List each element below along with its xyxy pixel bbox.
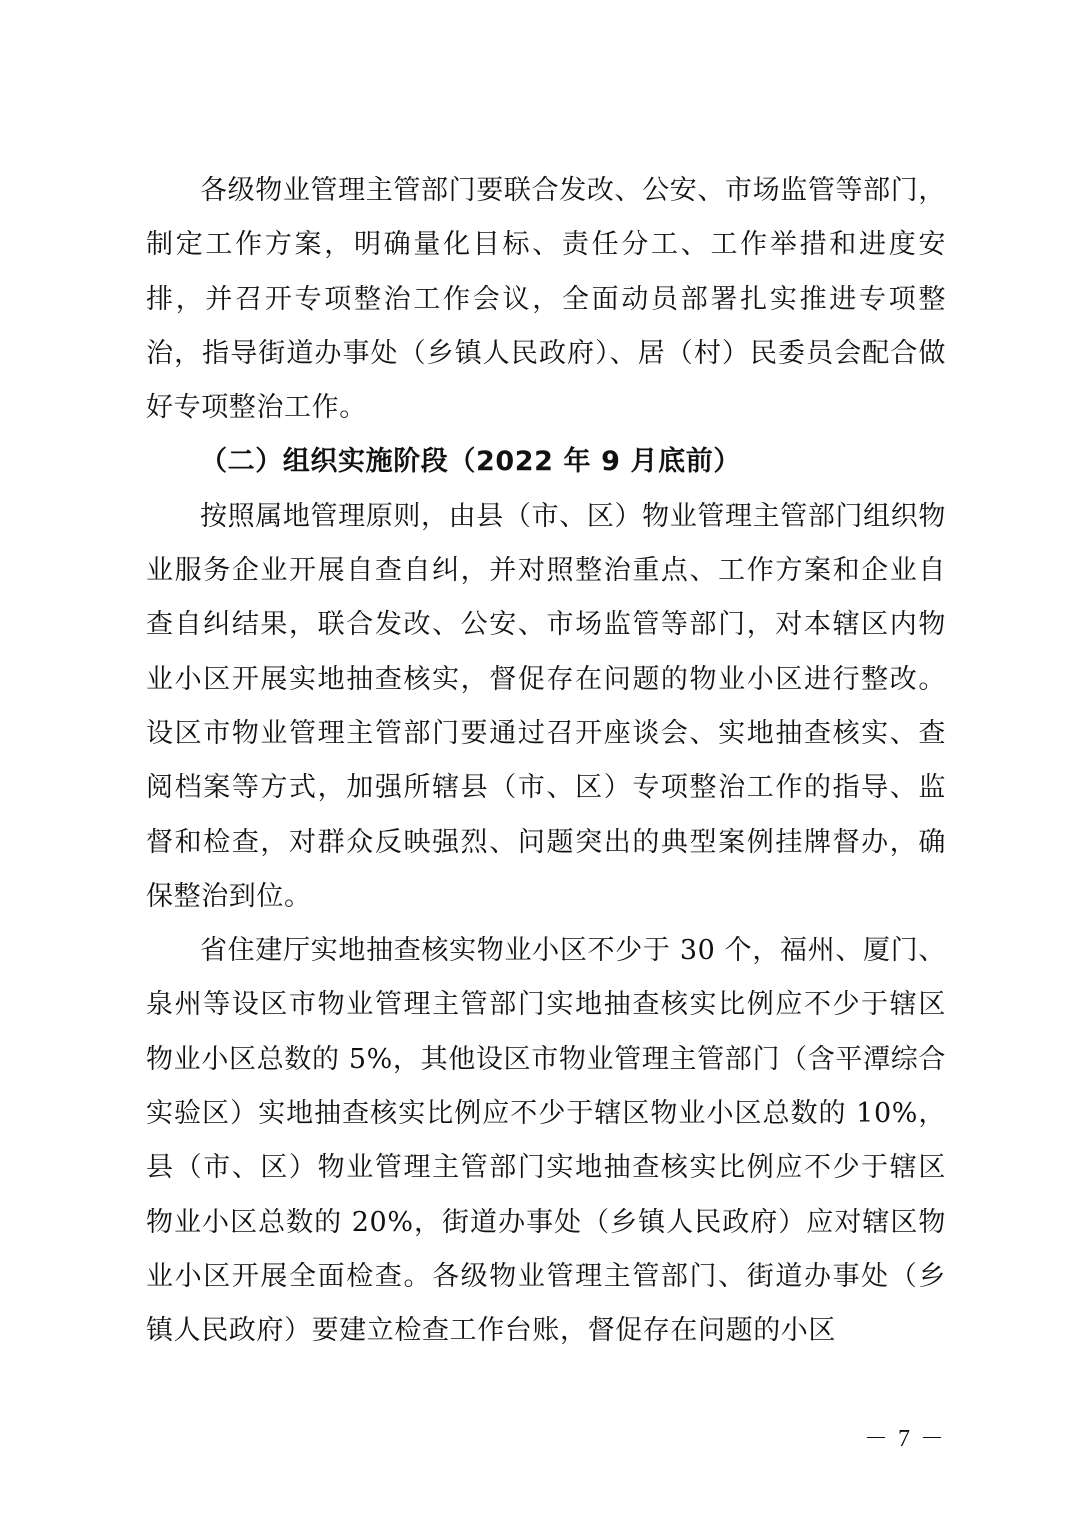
paragraph-inspection-ratio: 省住建厅实地抽查核实物业小区不少于 30 个，福州、厦门、泉州等设区市物业管理主管部门实地抽查核实比例应不少于辖区物业小区总数的 5%，其他设区市物业管理主管部门（含平潭综合实验区）实地抽查核实比例应不少于辖区物业小区总数的 10%，县（市、区）物业管理主管部门实地抽查核实比例应不少于辖区物业小区总数的 20%，街道办事处（乡镇人民政府）应对辖区物业小区开展全面检查。各级物业管理主管部门、街道办事处（乡镇人民政府）要建立检查工作台账，督促存在问题的小区	[146, 935, 946, 1347]
paragraph-implementation: 按照属地管理原则，由县（市、区）物业管理主管部门组织物业服务企业开展自查自纠，并对照整治重点、工作方案和企业自查自纠结果，联合发改、公安、市场监管等部门，对本辖区内物业小区开展实地抽查核实，督促存在问题的物业小区进行整改。设区市物业管理主管部门要通过召开座谈会、实地抽查核实、查阅档案等方式，加强所辖县（市、区）专项整治工作的指导、监督和检查，对群众反映强烈、问题突出的典型案例挂牌督办，确保整治到位。	[146, 500, 946, 912]
paragraph-preparation: 各级物业管理主管部门要联合发改、公安、市场监管等部门，制定工作方案，明确量化目标、责任分工、工作举措和进度安排，并召开专项整治工作会议，全面动员部署扎实推进专项整治，指导街道办事处（乡镇人民政府）、居（村）民委员会配合做好专项整治工作。	[146, 175, 946, 424]
section-heading-implementation: （二）组织实施阶段（2022 年 9 月底前）	[200, 446, 741, 478]
document-body	[146, 164, 946, 1359]
page-number: － 7 －	[864, 1426, 946, 1452]
